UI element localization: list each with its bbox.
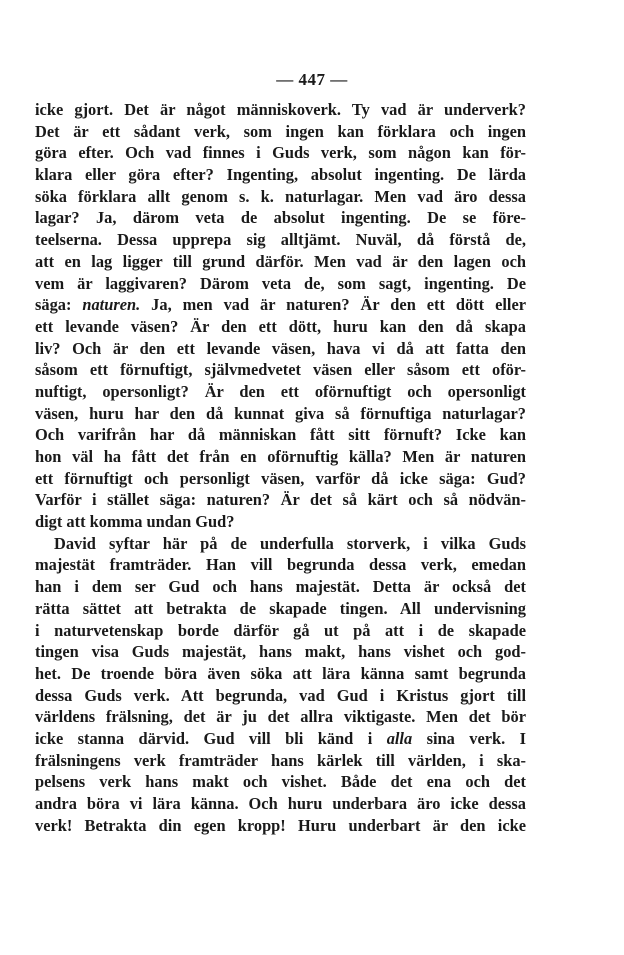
text-line: rätta sättet att betrakta de skapade tingen. All undervisning xyxy=(35,598,526,618)
emphasized-word: alla xyxy=(386,728,413,748)
text-line: tingen visa Guds majestät, hans makt, hans vishet och god- xyxy=(35,642,526,662)
text-segment: Ja, men vad är naturen? Är den ett dött eller xyxy=(140,295,526,315)
text-line: nuftigt, opersonligt? Är den ett oförnuftigt och opersonligt xyxy=(35,381,526,401)
text-line: världens frälsning, det är ju det allra viktigaste. Men det bör xyxy=(35,707,526,727)
text-line xyxy=(35,294,526,316)
text-line: pelsens verk hans makt och vishet. Både det ena och det xyxy=(35,772,526,792)
text-line: lagar? Ja, därom veta de absolut ingenting. De se före- xyxy=(35,208,526,228)
text-line: vem är laggivaren? Därom veta de, som sagt, ingenting. De xyxy=(35,273,526,293)
text-line: het. De troende böra även söka att lära känna samt begrunda xyxy=(35,663,526,683)
text-line: ett levande väsen? Är den ett dött, huru kan den då skapa xyxy=(35,316,526,336)
text-line: klara eller göra efter? Ingenting, absolut ingenting. De lärda xyxy=(35,165,526,185)
text-line: Och varifrån har då människan fått sitt förnuft? Icke kan xyxy=(35,425,526,445)
text-line: hon väl ha fått det från en oförnuftig källa? Men är naturen xyxy=(35,447,526,466)
text-line: teelserna. Dessa upprepa sig alltjämt. Nuväl, då förstå de, xyxy=(35,230,526,250)
text-line: andra böra vi lära känna. Och huru underbara äro icke dessa xyxy=(35,794,526,813)
text-segment: icke stanna därvid. Gud vill bli känd i xyxy=(35,728,387,748)
text-line: såsom ett förnuftigt, självmedvetet väsen eller såsom ett oför- xyxy=(35,360,526,380)
text-line: verk! Betrakta din egen kropp! Huru underbart är den icke xyxy=(35,815,526,835)
body-text xyxy=(35,99,526,836)
page-number: — 447 — xyxy=(276,70,348,89)
text-line: dessa Guds verk. Att begrunda, vad Gud i Kristus gjort till xyxy=(35,685,526,705)
text-line: han i dem ser Gud och hans majestät. Detta är också det xyxy=(35,577,526,597)
emphasized-word: naturen. xyxy=(82,295,141,315)
text-line: icke gjort. Det är något människoverk. Ty vad är underverk? xyxy=(35,100,526,119)
text-line: digt att komma undan Gud? xyxy=(35,512,235,532)
text-line: Det är ett sådant verk, som ingen kan förklara och ingen xyxy=(35,121,526,141)
text-line: väsen, huru har den då kunnat giva så förnuftiga naturlagar? xyxy=(35,403,526,423)
text-line: söka förklara allt genom s. k. naturlagar. Men vad äro dessa xyxy=(35,186,526,206)
text-line: frälsningens verk framträder hans kärlek till världen, i ska- xyxy=(35,750,526,770)
text-line: ett förnuftigt och personligt väsen, varför då icke säga: Gud? xyxy=(35,468,526,488)
text-line: i naturvetenskap borde därför gå ut på att i de skapade xyxy=(35,620,526,640)
text-line: David syftar här på de underfulla storverk, i vilka Guds xyxy=(54,533,526,553)
text-line: Varför i stället säga: naturen? Är det så kärt och så nödvän- xyxy=(35,490,526,510)
text-segment: sina verk. I xyxy=(412,728,527,748)
text-line: göra efter. Och vad finnes i Guds verk, som någon kan för- xyxy=(35,143,526,163)
text-line: liv? Och är den ett levande väsen, hava vi då att fatta den xyxy=(35,338,526,358)
text-segment: säga: xyxy=(35,295,83,315)
text-line: att en lag ligger till grund därför. Men vad är den lagen och xyxy=(35,251,526,271)
text-line xyxy=(35,728,526,750)
text-line: majestät framträder. Han vill begrunda dessa verk, emedan xyxy=(35,555,526,575)
